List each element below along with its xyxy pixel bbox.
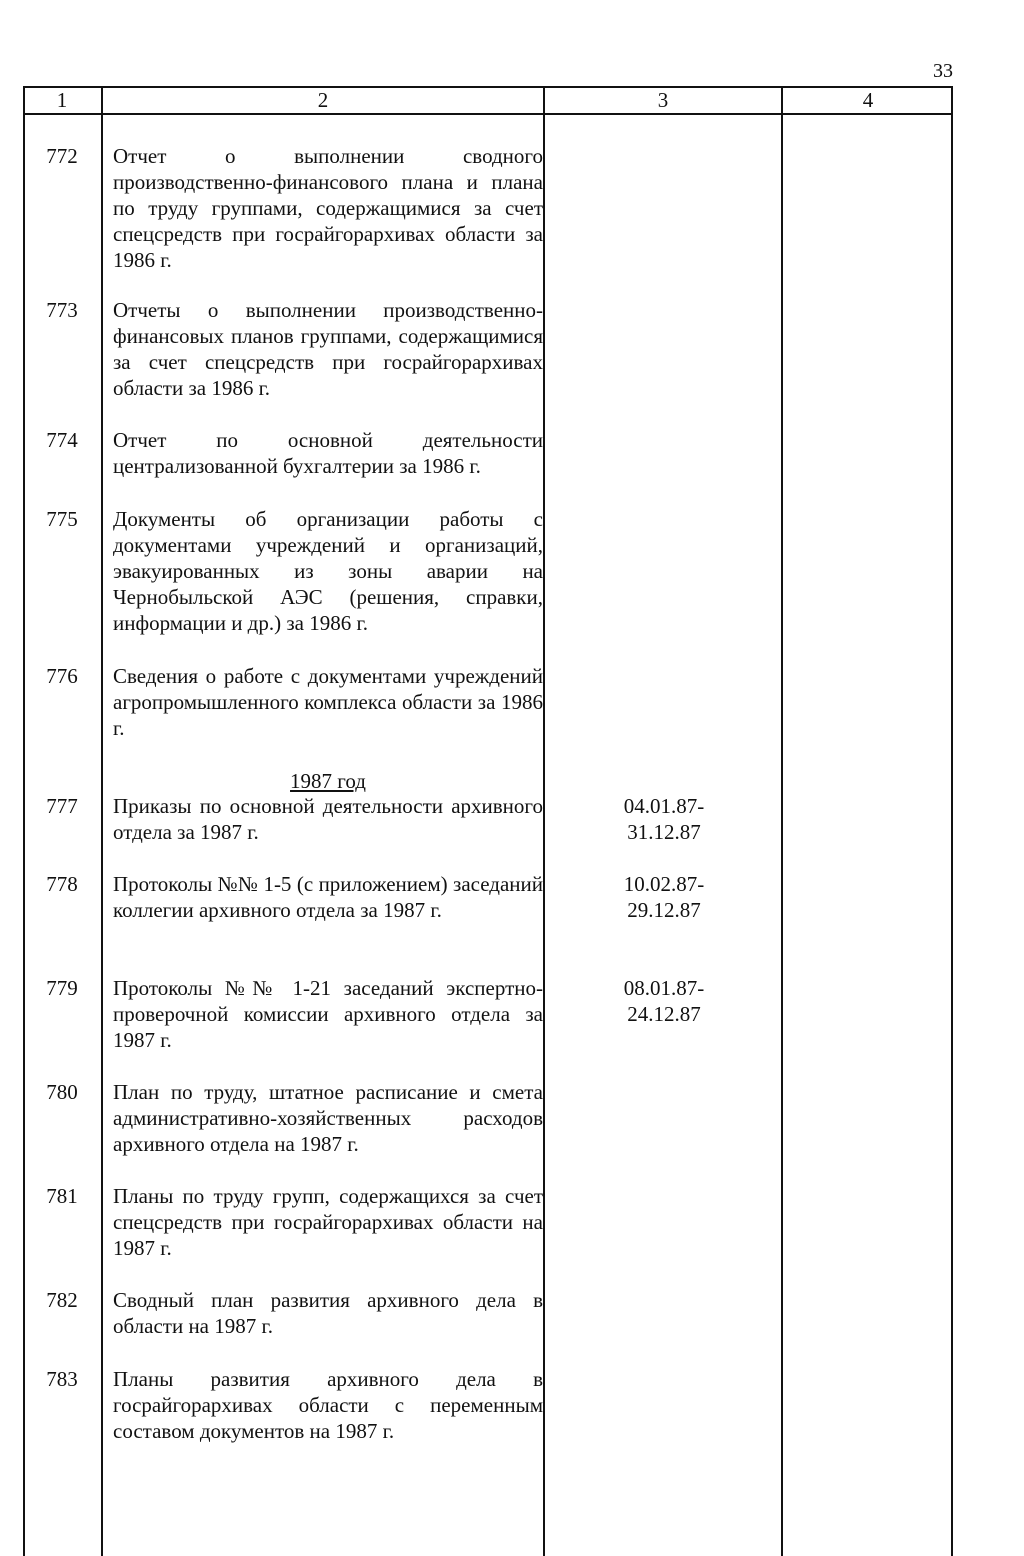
column-header-4: 4	[862, 88, 874, 112]
page-number: 33	[933, 60, 953, 82]
row-dates: 04.01.87- 31.12.87	[623, 794, 705, 844]
column-header-3: 3	[657, 88, 669, 112]
row-title: Планы развития архивного дела в госрайгорархивах области с переменным составом документов на 1987 г.	[113, 1367, 543, 1443]
column-header-2: 2	[317, 88, 329, 112]
row-number: 772	[46, 144, 78, 168]
row-number: 782	[46, 1288, 78, 1312]
year-heading: 1987 год	[290, 769, 366, 793]
row-title: Протоколы №№ 1-5 (с приложением) заседаний коллегии архивного отдела за 1987 г.	[113, 872, 543, 922]
row-dates: 08.01.87- 24.12.87	[623, 976, 705, 1026]
row-dates: 10.02.87- 29.12.87	[623, 872, 705, 922]
row-number: 776	[46, 664, 78, 688]
row-title: Отчет о выполнении сводного производственно-финансового плана и плана по труду группами, содержащимися за счет спецсредств при госрайгорархивах области за 1986 г.	[113, 144, 543, 272]
row-number: 781	[46, 1184, 78, 1208]
row-title: Отчет по основной деятельности централизованной бухгалтерии за 1986 г.	[113, 428, 543, 478]
row-title: Планы по труду групп, содержащихся за счет спецсредств при госрайгорархивах области на 1987 г.	[113, 1184, 543, 1260]
header-divider	[23, 113, 953, 115]
row-title: Сведения о работе с документами учреждений агропромышленного комплекса области за 1986 г.	[113, 664, 543, 740]
row-number: 780	[46, 1080, 78, 1104]
row-title: Сводный план развития архивного дела в области на 1987 г.	[113, 1288, 543, 1338]
row-number: 783	[46, 1367, 78, 1391]
column-divider-1	[101, 86, 103, 1556]
column-header-1: 1	[56, 88, 68, 112]
row-number: 777	[46, 794, 78, 818]
row-title: План по труду, штатное расписание и смета административно-хозяйственных расходов архивного отдела на 1987 г.	[113, 1080, 543, 1156]
row-number: 774	[46, 428, 78, 452]
row-title: Протоколы №№ 1-21 заседаний экспертно-проверочной комиссии архивного отдела за 1987 г.	[113, 976, 543, 1052]
row-title: Приказы по основной деятельности архивного отдела за 1987 г.	[113, 794, 543, 844]
row-number: 779	[46, 976, 78, 1000]
row-title: Отчеты о выполнении производственно-финансовых планов группами, содержащимися за счет спецсредств при госрайгорархивах области за 1986 г.	[113, 298, 543, 400]
row-title: Документы об организации работы с документами учреждений и организаций, эвакуированных из зоны аварии на Чернобыльской АЭС (решения, справки, информации и др.) за 1986 г.	[113, 507, 543, 635]
row-number: 778	[46, 872, 78, 896]
row-number: 773	[46, 298, 78, 322]
row-number: 775	[46, 507, 78, 531]
